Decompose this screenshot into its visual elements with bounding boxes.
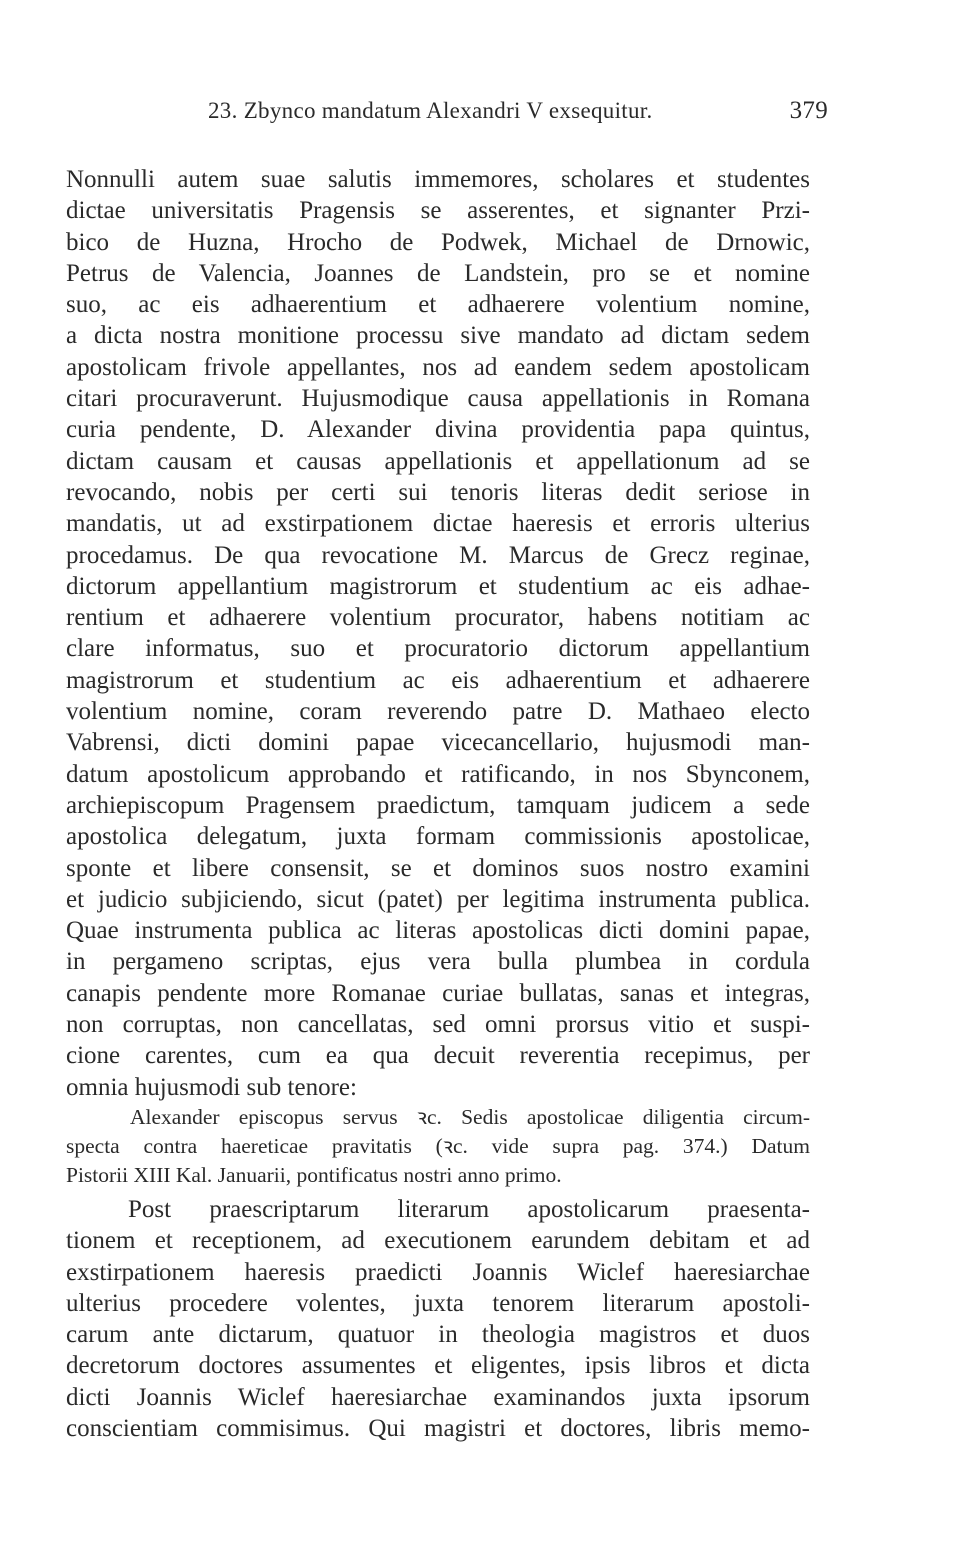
paragraph-2 — [66, 1194, 810, 1444]
text-line: magistrorum et studentium ac eis adhaerentium et adhaerere — [66, 666, 810, 694]
text-line: carum ante dictarum, quatuor in theologia magistros et duos — [66, 1321, 810, 1349]
text-line: suo, ac eis adhaerentium et adhaerere volentium nomine, — [66, 291, 810, 319]
text-line: sponte et libere consensit, se et dominos suos nostro examini — [66, 854, 810, 882]
text-line: tionem et receptionem, ad executionem earundem debitam et ad — [66, 1227, 810, 1255]
text-line: clare informatus, suo et procuratorio dictorum appellantium — [66, 635, 810, 663]
text-line: apostolicam frivole appellantes, nos ad eandem sedem apostolicam — [66, 353, 810, 381]
text-line: decretorum doctores assumentes et eligentes, ipsis libros et dicta — [66, 1352, 810, 1380]
text-line: archiepiscopum Pragensem praedictum, tamquam judicem a sede — [66, 791, 810, 819]
text-line: et judicio subjiciendo, sicut (patet) per legitima instrumenta publica. — [66, 885, 810, 913]
text-line: rentium et adhaerere volentium procurator, habens notitiam ac — [66, 604, 810, 632]
quote-line: specta contra haereticae pravitatis (ꝛc. vide supra pag. 374.) Datum — [66, 1133, 810, 1158]
text-line: dicti Joannis Wiclef haeresiarchae examinandos juxta ipsorum — [66, 1383, 810, 1411]
text-line: bico de Huzna, Hrocho de Podwek, Michael de Drnowic, — [66, 228, 810, 256]
text-line: Quae instrumenta publica ac literas apostolicas dicti domini papae, — [66, 917, 810, 945]
text-line: dictam causam et causas appellationis et appellationum ad se — [66, 447, 810, 475]
text-line: volentium nomine, coram reverendo patre D. Mathaeo electo — [66, 698, 810, 726]
text-line: conscientiam commisimus. Qui magistri et doctores, libris memo- — [66, 1414, 810, 1442]
text-line: apostolica delegatum, juxta formam commissionis apostolicae, — [66, 823, 810, 851]
running-head — [208, 98, 828, 128]
text-line: procedamus. De qua revocatione M. Marcus de Grecz reginae, — [66, 541, 810, 569]
chapter-title: 23. Zbynco mandatum Alexandri V exsequitur. — [208, 98, 653, 123]
text-line: curia pendente, D. Alexander divina providentia papa quintus, — [66, 416, 810, 444]
text-line: non corruptas, non cancellatas, sed omni prorsus vitio et suspi- — [66, 1011, 810, 1039]
text-line: a dicta nostra monitione processu sive mandato ad dictam sedem — [66, 322, 810, 350]
text-line: datum apostolicum approbando et ratificando, in nos Sbynconem, — [66, 760, 810, 788]
text-line: Nonnulli autem suae salutis immemores, scholares et studentes — [66, 166, 810, 193]
quoted-bull — [66, 1103, 810, 1190]
quote-line: Alexander episcopus servus ꝛc. Sedis apostolicae diligentia circum- — [130, 1104, 810, 1129]
text-line: canapis pendente more Romanae curiae bullatas, sanas et integras, — [66, 979, 810, 1007]
paragraph-1 — [66, 164, 810, 1103]
quote-line: Pistorii XIII Kal. Januarii, pontificatus nostri anno primo. — [66, 1162, 562, 1187]
text-line: Post praescriptarum literarum apostolicarum praesenta- — [128, 1195, 810, 1223]
text-line: exstirpationem haeresis praedicti Joannis Wiclef haeresiarchae — [66, 1258, 810, 1286]
text-line: in pergameno scriptas, ejus vera bulla plumbea in cordula — [66, 948, 810, 976]
text-line: revocando, nobis per certi sui tenoris literas dedit seriose in — [66, 478, 810, 506]
main-text — [66, 164, 810, 1444]
text-line: dictorum appellantium magistrorum et studentium ac eis adhae- — [66, 572, 810, 600]
text-line: ulterius procedere volentes, juxta tenorem literarum apostoli- — [66, 1289, 810, 1317]
text-line: citari procuraverunt. Hujusmodique causa appellationis in Romana — [66, 385, 810, 413]
text-line: dictae universitatis Pragensis se asserentes, et signanter Przi- — [66, 197, 810, 225]
text-line: mandatis, ut ad exstirpationem dictae haeresis et erroris ulterius — [66, 510, 810, 538]
text-line: Vabrensi, dicti domini papae vicecancellario, hujusmodi man- — [66, 729, 810, 757]
page-number: 379 — [789, 97, 828, 124]
text-line: Petrus de Valencia, Joannes de Landstein, pro se et nomine — [66, 259, 810, 287]
text-line: cione carentes, cum ea qua decuit reverentia recepimus, per — [66, 1042, 810, 1070]
text-line: omnia hujusmodi sub tenore: — [66, 1073, 357, 1101]
